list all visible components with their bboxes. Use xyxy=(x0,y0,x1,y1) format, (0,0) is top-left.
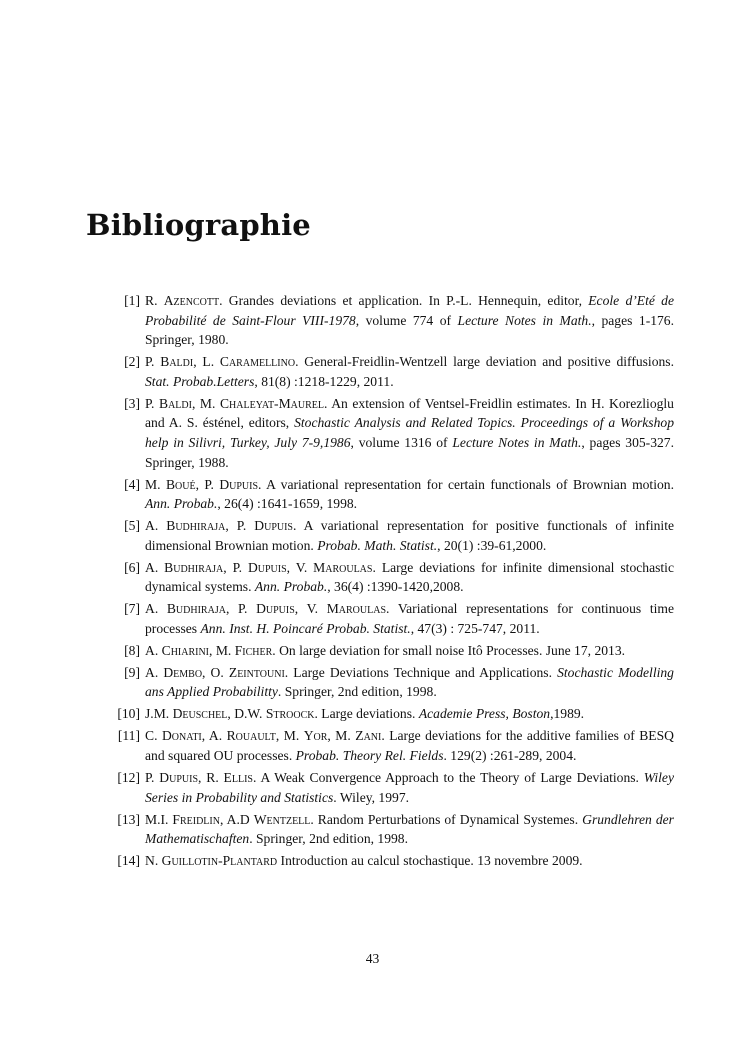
author-surname: Baldi xyxy=(160,354,194,370)
author-surname: Budhiraja xyxy=(166,601,226,617)
bib-text-run: P. xyxy=(145,769,160,785)
bib-text-run: A. xyxy=(145,642,162,658)
bib-text-run: . Random Perturbations of Dynamical Systemes. xyxy=(310,811,583,827)
bib-text-run: A. xyxy=(145,559,165,575)
bib-text-run: , P. xyxy=(195,476,220,492)
bib-entry-text xyxy=(145,853,583,868)
author-surname: Ficher xyxy=(234,642,273,658)
bib-text-run: R. xyxy=(145,293,164,308)
bib-text-run: . Large deviations for infinite dimensional stochastic dynamical systems. xyxy=(145,559,674,595)
author-surname: Dupuis xyxy=(219,476,259,492)
bib-text-run: , P. xyxy=(225,601,257,617)
bib-entry-text xyxy=(145,706,584,721)
bib-entry-number: [13] xyxy=(117,811,140,827)
bib-entry-number: [9] xyxy=(124,664,140,680)
bib-entry-number: [4] xyxy=(124,476,140,492)
bib-text-run: , 20(1) :39-61,2000. xyxy=(437,537,547,553)
author-surname: Dupuis xyxy=(159,769,199,785)
author-surname: Donati xyxy=(161,728,202,744)
bib-text-run: J.M. xyxy=(145,706,173,722)
publication-title: Stochastic Analysis and Related Topics. Proceedings of a Workshop help in Silivri, Turkey, July 7-9,1986 xyxy=(145,415,674,450)
bib-text-run: M.I. xyxy=(145,811,173,827)
bib-text-run: , M. xyxy=(209,642,235,658)
bib-entry xyxy=(116,641,674,661)
bib-entry xyxy=(116,558,674,597)
author-surname: Yor xyxy=(303,728,328,744)
bib-text-run: , D.W. xyxy=(227,706,266,722)
author-surname: Stroock xyxy=(265,706,315,722)
bib-entry-number: [10] xyxy=(117,706,140,722)
publication-title: Lecture Notes in Math. xyxy=(452,434,582,450)
author-surname: Rouault xyxy=(226,728,276,744)
bib-text-run: . A variational representation for certain functionals of Brownian motion. xyxy=(258,476,674,492)
bib-text-run: , P. xyxy=(223,559,248,575)
bib-entry xyxy=(116,768,674,807)
page-number: 43 xyxy=(365,951,380,966)
author-surname: Zeintouni xyxy=(228,664,285,680)
bib-text-run: , A. xyxy=(201,728,227,744)
publication-title: Ecole d’Eté de Probabilité de Saint-Flour VIII-1978 xyxy=(145,293,674,328)
bib-text-run: . Wiley, 1997. xyxy=(333,789,410,805)
bib-entry-number: [8] xyxy=(124,642,140,658)
bib-text-run: . Large deviations for the additive families of BESQ and squared OU processes. xyxy=(145,728,674,763)
bib-text-run: . Variational representations for continuous time processes xyxy=(145,601,674,636)
bib-entry-text xyxy=(145,518,674,553)
author-surname: Zani xyxy=(355,728,382,744)
bib-entry-number: [5] xyxy=(124,518,140,534)
publication-title: Probab. Theory Rel. Fields xyxy=(295,747,444,763)
bib-entry-text xyxy=(145,728,674,763)
author-surname: Dupuis xyxy=(254,518,293,534)
bib-text-run: . General-Freidlin-Wentzell large deviation and positive diffusions. xyxy=(295,354,674,370)
bib-entry-text xyxy=(145,293,674,347)
bib-text-run: , volume 1316 of xyxy=(350,434,453,450)
bib-entry xyxy=(116,851,674,871)
bib-text-run: . 129(2) :261-289, 2004. xyxy=(443,747,577,763)
bib-text-run: , V. xyxy=(294,601,327,617)
author-surname: Chiarini xyxy=(161,642,210,658)
bib-text-run: , 36(4) :1390-1420,2008. xyxy=(327,579,464,595)
bib-entry xyxy=(116,663,674,702)
author-surname: Caramellino xyxy=(219,354,296,370)
bib-entry xyxy=(116,394,674,472)
publication-title: Ann. Inst. H. Poincaré Probab. Statist. xyxy=(200,620,411,636)
bib-text-run: . An extension of Ventsel-Freidlin estimates. In H. Korezlioglu and A. S. ésténel, editors, xyxy=(145,395,674,431)
bib-entry-text xyxy=(145,812,674,847)
author-surname: Azencott xyxy=(163,293,220,308)
bib-entry xyxy=(116,599,674,638)
publication-title: Ann. Probab. xyxy=(254,579,328,595)
bib-text-run: C. xyxy=(145,728,162,744)
bib-entry-number: [6] xyxy=(124,559,140,575)
bib-text-run: A. xyxy=(145,601,167,617)
bib-text-run: ,1989. xyxy=(550,706,585,722)
chapter-title: Bibliographie xyxy=(86,208,311,242)
bib-text-run: , M. xyxy=(327,728,356,744)
publication-title: Lecture Notes in Math. xyxy=(457,312,592,328)
bib-text-run: . Large Deviations Technique and Applications. xyxy=(284,664,558,680)
bib-text-run: , M. xyxy=(275,728,304,744)
author-surname: Freidlin xyxy=(172,811,220,827)
author-surname: Budhiraja xyxy=(166,518,226,534)
bib-entry-text xyxy=(145,665,674,700)
bib-entry xyxy=(116,352,674,391)
publication-title: Probab. Math. Statist. xyxy=(317,537,438,553)
author-surname: Chaleyat-Maurel xyxy=(219,395,324,411)
bib-text-run: A. xyxy=(145,518,167,534)
bib-entry-number: [1] xyxy=(124,293,140,308)
author-surname: Maroulas xyxy=(326,601,387,617)
bib-text-run: . Grandes deviations et application. In P.-L. Hennequin, editor, xyxy=(219,293,589,308)
bib-entry xyxy=(116,516,674,555)
author-surname: Dembo xyxy=(163,664,203,680)
bib-text-run: , V. xyxy=(286,559,314,575)
bib-entry-text xyxy=(145,477,674,512)
bib-text-run: . A Weak Convergence Approach to the Theory of Large Deviations. xyxy=(252,769,644,785)
bib-entry xyxy=(116,726,674,765)
bib-text-run: , A.D xyxy=(219,811,254,827)
bib-text-run: P. xyxy=(145,395,160,411)
bib-entry-text xyxy=(145,643,625,658)
bib-text-run: , pages 305-327. Springer, 1988. xyxy=(145,434,675,470)
author-surname: Dupuis xyxy=(256,601,295,617)
bib-entry-number: [2] xyxy=(124,354,140,370)
bib-text-run: . A variational representation for positive functionals of infinite dimensional Brownian motion. xyxy=(145,518,675,553)
bib-text-run: , O. xyxy=(202,664,229,680)
bib-entry-number: [7] xyxy=(124,601,140,617)
bib-entry-number: [12] xyxy=(117,769,140,785)
bib-text-run: , R. xyxy=(198,769,224,785)
bib-entry xyxy=(116,704,674,724)
bib-entry-number: [11] xyxy=(117,728,140,744)
bib-entry-text xyxy=(145,354,674,389)
author-surname: Boué xyxy=(165,476,196,492)
bib-text-run: , 81(8) :1218-1229, 2011. xyxy=(254,373,394,389)
bib-text-run: , 26(4) :1641-1659, 1998. xyxy=(217,496,358,512)
bib-entry-text xyxy=(145,601,674,636)
author-surname: Deuschel xyxy=(172,706,228,722)
bib-text-run: Introduction au calcul stochastique. 13 novembre 2009. xyxy=(277,853,583,869)
bib-entry-number: [3] xyxy=(124,395,140,411)
bib-text-run: , L. xyxy=(193,354,220,370)
author-surname: Guillotin-Plantard xyxy=(161,853,278,869)
publication-title: Stochastic Modelling ans Applied Probabilitty xyxy=(145,664,674,700)
bib-text-run: A. xyxy=(145,664,164,680)
author-surname: Maroulas xyxy=(313,559,373,575)
bib-entry-number: [14] xyxy=(117,853,140,869)
publication-title: Ann. Probab. xyxy=(145,496,218,512)
author-surname: Budhiraja xyxy=(164,559,224,575)
bib-entry-text xyxy=(145,770,674,805)
publication-title: Stat. Probab.Letters xyxy=(145,373,255,389)
bib-entry xyxy=(116,475,674,514)
author-surname: Wentzell xyxy=(253,811,311,827)
publication-title: Wiley Series in Probability and Statistics xyxy=(145,769,674,805)
bib-text-run: . Springer, 2nd edition, 1998. xyxy=(277,684,437,700)
bib-entry-text xyxy=(145,396,674,470)
bibliography-list xyxy=(116,291,674,873)
bib-text-run: , M. xyxy=(191,395,220,411)
bib-text-run: , P. xyxy=(225,518,255,534)
bib-text-run: P. xyxy=(145,354,161,370)
bib-text-run: , pages 1-176. Springer, 1980. xyxy=(145,312,675,348)
author-surname: Ellis xyxy=(223,769,253,785)
bib-entry-text xyxy=(145,560,674,595)
bib-text-run: M. xyxy=(145,476,166,492)
bib-text-run: . Large deviations. xyxy=(314,706,419,722)
bib-text-run: . On large deviation for small noise Itô Processes. June 17, 2013. xyxy=(272,642,626,658)
publication-title: Grundlehren der Mathematischaften xyxy=(145,811,674,847)
bib-text-run: N. xyxy=(145,853,162,869)
author-surname: Dupuis xyxy=(247,559,287,575)
bib-text-run: , volume 774 of xyxy=(355,312,458,328)
author-surname: Baldi xyxy=(159,395,192,411)
bib-text-run: . Springer, 2nd edition, 1998. xyxy=(249,831,408,847)
bib-entry xyxy=(116,810,674,849)
bib-entry xyxy=(116,291,674,350)
publication-title: Academie Press, Boston xyxy=(418,706,551,722)
bib-text-run: , 47(3) : 725-747, 2011. xyxy=(410,620,540,636)
